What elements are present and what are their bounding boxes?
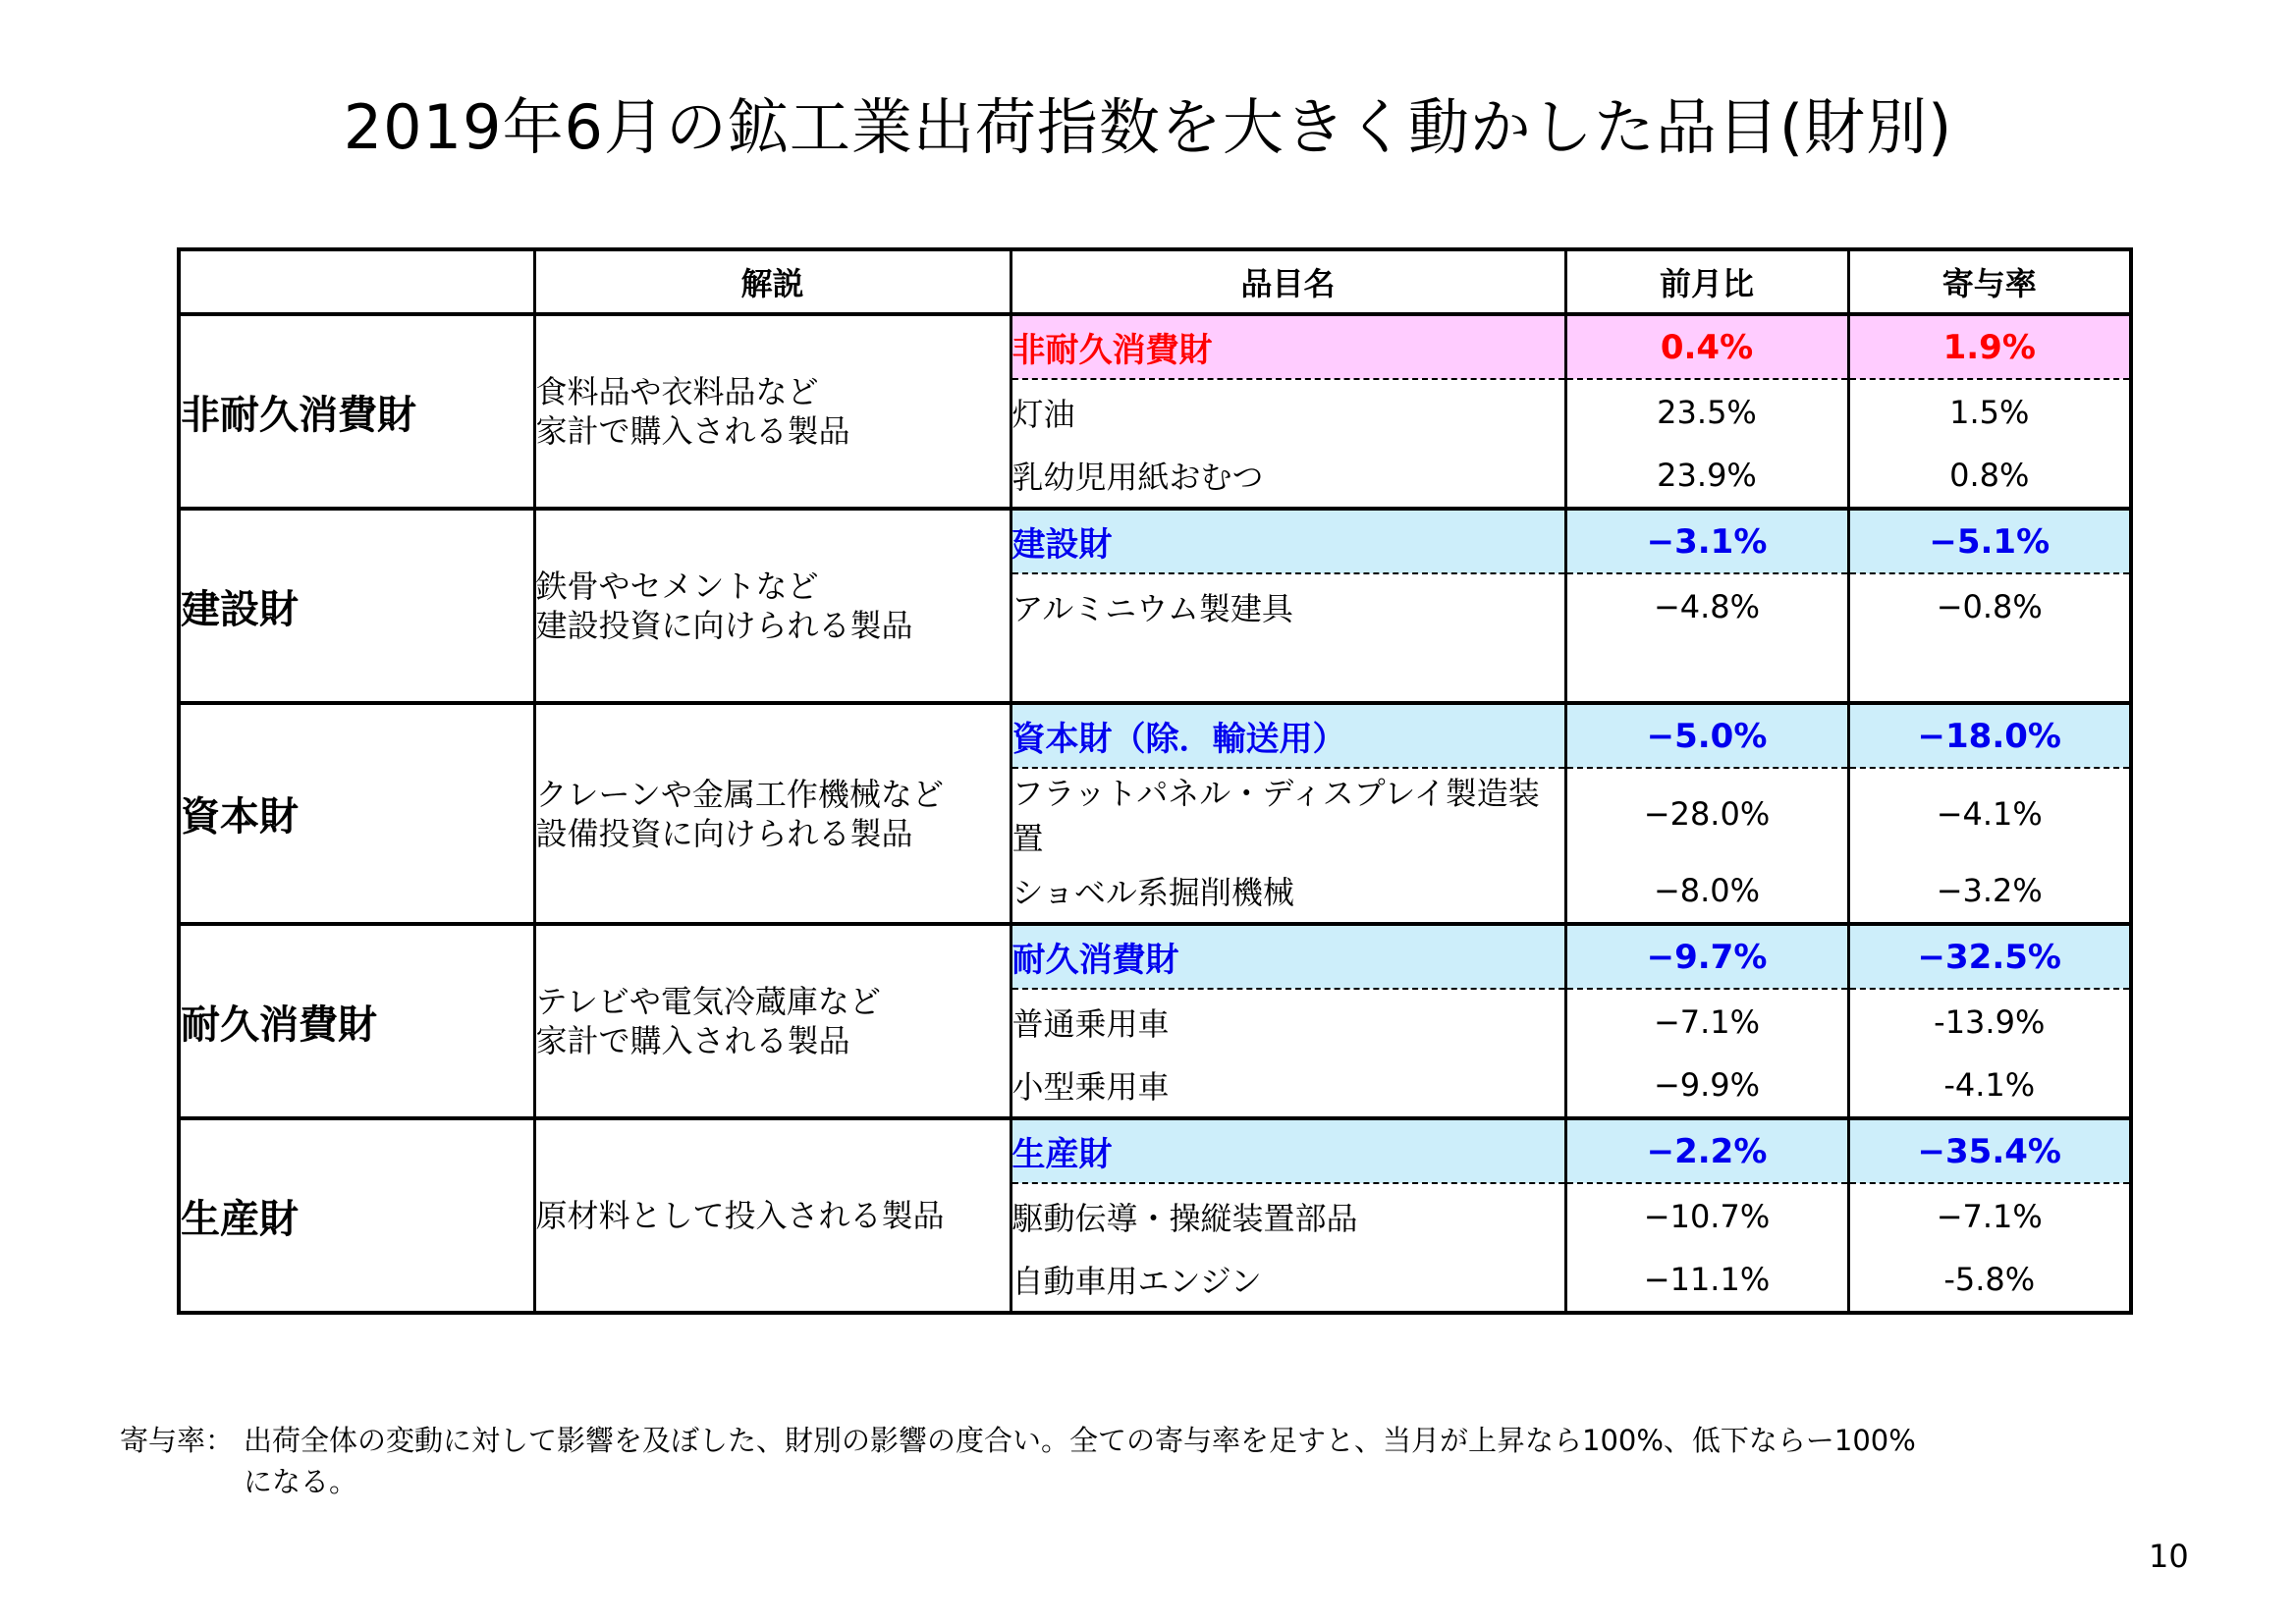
- footnote-label: 寄与率：: [120, 1424, 235, 1457]
- item-name: 自動車用エンジン: [1011, 1248, 1565, 1313]
- item-contribution: -4.1%: [1848, 1054, 2131, 1118]
- item-name: 乳幼児用紙おむつ: [1011, 444, 1565, 509]
- group-total-mom: −3.1%: [1565, 509, 1848, 573]
- category-label: 資本財: [179, 703, 534, 924]
- category-description: [534, 509, 1011, 703]
- item-name: 普通乗用車: [1011, 989, 1565, 1054]
- description-line: 家計で購入される製品: [535, 1022, 850, 1059]
- header-contribution: 寄与率: [1848, 249, 2131, 314]
- group-total-name: 非耐久消費財: [1011, 314, 1565, 379]
- category-label: 生産財: [179, 1118, 534, 1313]
- item-name: 小型乗用車: [1011, 1054, 1565, 1118]
- footnote: [120, 1420, 1916, 1502]
- item-name: フラットパネル・ディスプレイ製造装置: [1011, 768, 1565, 859]
- item-mom: −4.8%: [1565, 573, 1848, 638]
- category-description: [534, 703, 1011, 924]
- item-mom: −8.0%: [1565, 859, 1848, 924]
- group-total-row: [179, 924, 2131, 989]
- category-description: [534, 314, 1011, 509]
- shipment-items-table: [177, 247, 2133, 1315]
- item-contribution: −3.2%: [1848, 859, 2131, 924]
- description-line: テレビや電気冷蔵庫など: [535, 983, 881, 1020]
- item-contribution: 0.8%: [1848, 444, 2131, 509]
- item-name: アルミニウム製建具: [1011, 573, 1565, 638]
- page-title: 2019年6月の鉱工業出荷指数を大きく動かした品目(財別): [343, 91, 1953, 163]
- group-total-name: 資本財（除．輸送用）: [1011, 703, 1565, 768]
- header-category: [179, 249, 534, 314]
- item-contribution: −4.1%: [1848, 768, 2131, 859]
- description-line: 原材料として投入される製品: [535, 1197, 945, 1234]
- header-description: 解説: [534, 249, 1011, 314]
- group-total-contribution: −35.4%: [1848, 1118, 2131, 1183]
- description-line: 家計で購入される製品: [535, 412, 850, 450]
- group-total-mom: −9.7%: [1565, 924, 1848, 989]
- group-total-row: [179, 314, 2131, 379]
- category-label: 耐久消費財: [179, 924, 534, 1118]
- item-contribution: −7.1%: [1848, 1183, 2131, 1248]
- page-number: 10: [2149, 1538, 2189, 1575]
- group-total-row: [179, 703, 2131, 768]
- group-total-contribution: 1.9%: [1848, 314, 2131, 379]
- footnote-text-continued: になる。: [244, 1465, 358, 1498]
- category-label: 非耐久消費財: [179, 314, 534, 509]
- item-mom: [1565, 638, 1848, 703]
- item-contribution: [1848, 638, 2131, 703]
- description-line: クレーンや金属工作機械など: [535, 775, 944, 813]
- header-mom-change: 前月比: [1565, 249, 1848, 314]
- item-contribution: -5.8%: [1848, 1248, 2131, 1313]
- group-total-mom: −2.2%: [1565, 1118, 1848, 1183]
- item-mom: −9.9%: [1565, 1054, 1848, 1118]
- item-mom: −7.1%: [1565, 989, 1848, 1054]
- item-mom: −28.0%: [1565, 768, 1848, 859]
- category-label: 建設財: [179, 509, 534, 703]
- item-mom: 23.5%: [1565, 379, 1848, 444]
- description-line: 鉄骨やセメントなど: [535, 568, 819, 605]
- item-name: 駆動伝導・操縦装置部品: [1011, 1183, 1565, 1248]
- category-description: [534, 1118, 1011, 1313]
- group-total-mom: −5.0%: [1565, 703, 1848, 768]
- item-contribution: −0.8%: [1848, 573, 2131, 638]
- item-mom: −10.7%: [1565, 1183, 1848, 1248]
- description-line: 設備投資に向けられる製品: [535, 814, 913, 852]
- group-total-name: 建設財: [1011, 509, 1565, 573]
- group-total-contribution: −32.5%: [1848, 924, 2131, 989]
- item-mom: −11.1%: [1565, 1248, 1848, 1313]
- table-header-row: [179, 249, 2131, 314]
- description-line: 食料品や衣料品など: [535, 373, 819, 410]
- item-name: ショベル系掘削機械: [1011, 859, 1565, 924]
- description-line: 建設投資に向けられる製品: [535, 607, 913, 644]
- group-total-mom: 0.4%: [1565, 314, 1848, 379]
- item-contribution: -13.9%: [1848, 989, 2131, 1054]
- group-total-name: 生産財: [1011, 1118, 1565, 1183]
- group-total-row: [179, 1118, 2131, 1183]
- footnote-text: 出荷全体の変動に対して影響を及ぼした、財別の影響の度合い。全ての寄与率を足すと、当月が上昇なら100%、低下ならー100%: [244, 1424, 1916, 1457]
- item-name: 灯油: [1011, 379, 1565, 444]
- group-total-name: 耐久消費財: [1011, 924, 1565, 989]
- category-description: [534, 924, 1011, 1118]
- header-item-name: 品目名: [1011, 249, 1565, 314]
- item-contribution: 1.5%: [1848, 379, 2131, 444]
- item-mom: 23.9%: [1565, 444, 1848, 509]
- footnote-line: [120, 1420, 1916, 1461]
- group-total-contribution: −18.0%: [1848, 703, 2131, 768]
- group-total-row: [179, 509, 2131, 573]
- group-total-contribution: −5.1%: [1848, 509, 2131, 573]
- item-name: [1011, 638, 1565, 703]
